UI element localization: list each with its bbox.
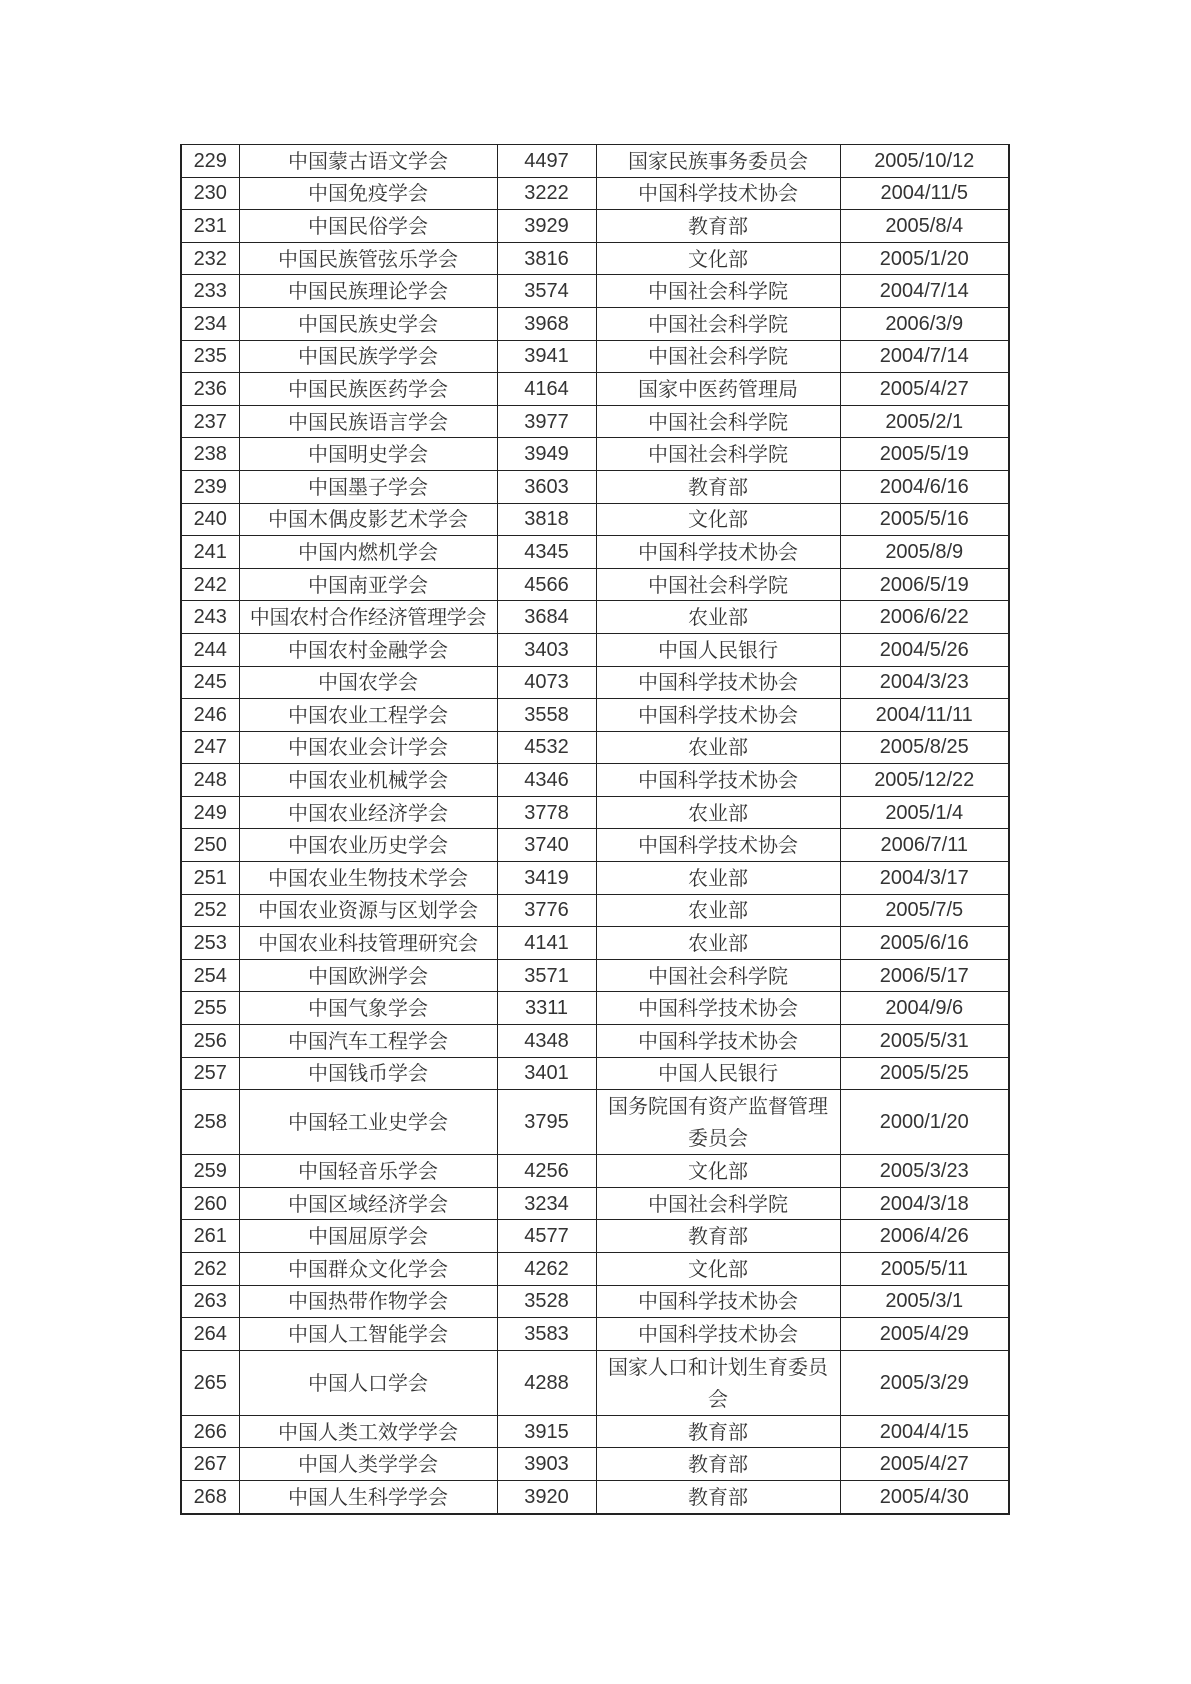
registration-code: 3977 bbox=[497, 405, 596, 438]
row-number: 265 bbox=[181, 1350, 239, 1415]
registration-date: 2004/4/15 bbox=[840, 1415, 1009, 1448]
registration-date: 2004/3/18 bbox=[840, 1187, 1009, 1220]
society-name: 中国免疫学会 bbox=[239, 177, 497, 210]
row-number: 260 bbox=[181, 1187, 239, 1220]
registration-date: 2005/3/23 bbox=[840, 1155, 1009, 1188]
registration-date: 2005/1/20 bbox=[840, 242, 1009, 275]
registration-code: 3968 bbox=[497, 307, 596, 340]
registration-date: 2006/6/22 bbox=[840, 601, 1009, 634]
society-name: 中国墨子学会 bbox=[239, 470, 497, 503]
table-row bbox=[181, 699, 1009, 732]
registration-code: 4262 bbox=[497, 1253, 596, 1286]
supervising-department: 国家中医药管理局 bbox=[596, 373, 840, 406]
society-name: 中国汽车工程学会 bbox=[239, 1025, 497, 1058]
table-row bbox=[181, 666, 1009, 699]
supervising-department: 中国社会科学院 bbox=[596, 1187, 840, 1220]
registration-code: 3915 bbox=[497, 1415, 596, 1448]
row-number: 266 bbox=[181, 1415, 239, 1448]
registration-code: 3941 bbox=[497, 340, 596, 373]
row-number: 235 bbox=[181, 340, 239, 373]
registration-code: 3776 bbox=[497, 894, 596, 927]
society-name: 中国屈原学会 bbox=[239, 1220, 497, 1253]
registration-date: 2004/7/14 bbox=[840, 275, 1009, 308]
registration-date: 2005/3/29 bbox=[840, 1350, 1009, 1415]
registration-code: 4345 bbox=[497, 536, 596, 569]
table-row bbox=[181, 862, 1009, 895]
registration-date: 2005/5/31 bbox=[840, 1025, 1009, 1058]
registration-date: 2005/8/4 bbox=[840, 210, 1009, 243]
row-number: 257 bbox=[181, 1057, 239, 1090]
table-row bbox=[181, 1025, 1009, 1058]
society-name: 中国群众文化学会 bbox=[239, 1253, 497, 1286]
row-number: 245 bbox=[181, 666, 239, 699]
registration-code: 3920 bbox=[497, 1480, 596, 1513]
society-registry-table bbox=[180, 144, 1010, 1515]
row-number: 230 bbox=[181, 177, 239, 210]
row-number: 258 bbox=[181, 1090, 239, 1155]
row-number: 268 bbox=[181, 1480, 239, 1513]
society-name: 中国人工智能学会 bbox=[239, 1318, 497, 1351]
supervising-department: 中国社会科学院 bbox=[596, 959, 840, 992]
table-row bbox=[181, 1480, 1009, 1513]
supervising-department: 农业部 bbox=[596, 731, 840, 764]
society-name: 中国轻音乐学会 bbox=[239, 1155, 497, 1188]
supervising-department: 国家民族事务委员会 bbox=[596, 145, 840, 178]
supervising-department: 中国科学技术协会 bbox=[596, 1318, 840, 1351]
supervising-department: 教育部 bbox=[596, 210, 840, 243]
table-row bbox=[181, 992, 1009, 1025]
registration-code: 3401 bbox=[497, 1057, 596, 1090]
registration-date: 2005/4/27 bbox=[840, 373, 1009, 406]
society-name: 中国民族史学会 bbox=[239, 307, 497, 340]
society-name: 中国农业机械学会 bbox=[239, 764, 497, 797]
row-number: 231 bbox=[181, 210, 239, 243]
society-name: 中国民族语言学会 bbox=[239, 405, 497, 438]
society-name: 中国区域经济学会 bbox=[239, 1187, 497, 1220]
registration-code: 4532 bbox=[497, 731, 596, 764]
supervising-department: 中国人民银行 bbox=[596, 1057, 840, 1090]
table-row bbox=[181, 601, 1009, 634]
registration-code: 3740 bbox=[497, 829, 596, 862]
table-row bbox=[181, 1090, 1009, 1155]
registration-code: 3816 bbox=[497, 242, 596, 275]
row-number: 250 bbox=[181, 829, 239, 862]
row-number: 256 bbox=[181, 1025, 239, 1058]
registration-code: 4577 bbox=[497, 1220, 596, 1253]
registration-date: 2004/7/14 bbox=[840, 340, 1009, 373]
supervising-department: 国家人口和计划生育委员会 bbox=[596, 1350, 840, 1415]
registration-code: 3778 bbox=[497, 796, 596, 829]
registration-date: 2006/5/17 bbox=[840, 959, 1009, 992]
registration-date: 2005/12/22 bbox=[840, 764, 1009, 797]
row-number: 239 bbox=[181, 470, 239, 503]
supervising-department: 中国社会科学院 bbox=[596, 340, 840, 373]
supervising-department: 中国社会科学院 bbox=[596, 405, 840, 438]
row-number: 252 bbox=[181, 894, 239, 927]
row-number: 253 bbox=[181, 927, 239, 960]
society-name: 中国农业历史学会 bbox=[239, 829, 497, 862]
registration-date: 2005/5/11 bbox=[840, 1253, 1009, 1286]
registration-date: 2005/6/16 bbox=[840, 927, 1009, 960]
table-row bbox=[181, 731, 1009, 764]
registration-code: 3222 bbox=[497, 177, 596, 210]
registration-code: 3929 bbox=[497, 210, 596, 243]
registration-code: 3528 bbox=[497, 1285, 596, 1318]
supervising-department: 教育部 bbox=[596, 1448, 840, 1481]
society-name: 中国农村金融学会 bbox=[239, 633, 497, 666]
table-row bbox=[181, 405, 1009, 438]
registration-date: 2005/10/12 bbox=[840, 145, 1009, 178]
registration-code: 3603 bbox=[497, 470, 596, 503]
registration-code: 4141 bbox=[497, 927, 596, 960]
table-row bbox=[181, 1448, 1009, 1481]
registration-date: 2005/5/19 bbox=[840, 438, 1009, 471]
table-row bbox=[181, 145, 1009, 178]
registration-date: 2005/3/1 bbox=[840, 1285, 1009, 1318]
registration-date: 2006/7/11 bbox=[840, 829, 1009, 862]
society-name: 中国蒙古语文学会 bbox=[239, 145, 497, 178]
supervising-department: 教育部 bbox=[596, 1415, 840, 1448]
supervising-department: 国务院国有资产监督管理委员会 bbox=[596, 1090, 840, 1155]
society-name: 中国民族医药学会 bbox=[239, 373, 497, 406]
society-name: 中国农业工程学会 bbox=[239, 699, 497, 732]
row-number: 241 bbox=[181, 536, 239, 569]
registration-date: 2006/4/26 bbox=[840, 1220, 1009, 1253]
table-row bbox=[181, 1155, 1009, 1188]
supervising-department: 农业部 bbox=[596, 927, 840, 960]
table-row bbox=[181, 470, 1009, 503]
registration-code: 3583 bbox=[497, 1318, 596, 1351]
table-row bbox=[181, 340, 1009, 373]
society-name: 中国民族学学会 bbox=[239, 340, 497, 373]
supervising-department: 中国科学技术协会 bbox=[596, 177, 840, 210]
supervising-department: 农业部 bbox=[596, 894, 840, 927]
registration-code: 3903 bbox=[497, 1448, 596, 1481]
society-name: 中国热带作物学会 bbox=[239, 1285, 497, 1318]
table-row bbox=[181, 633, 1009, 666]
table-row bbox=[181, 210, 1009, 243]
supervising-department: 中国社会科学院 bbox=[596, 275, 840, 308]
society-name: 中国农村合作经济管理学会 bbox=[239, 601, 497, 634]
table-row bbox=[181, 1415, 1009, 1448]
supervising-department: 中国人民银行 bbox=[596, 633, 840, 666]
table-row bbox=[181, 796, 1009, 829]
supervising-department: 中国科学技术协会 bbox=[596, 992, 840, 1025]
row-number: 244 bbox=[181, 633, 239, 666]
society-name: 中国气象学会 bbox=[239, 992, 497, 1025]
society-name: 中国民俗学会 bbox=[239, 210, 497, 243]
society-name: 中国内燃机学会 bbox=[239, 536, 497, 569]
registration-date: 2000/1/20 bbox=[840, 1090, 1009, 1155]
registration-code: 3949 bbox=[497, 438, 596, 471]
supervising-department: 教育部 bbox=[596, 1480, 840, 1513]
table-row bbox=[181, 177, 1009, 210]
table-row bbox=[181, 1350, 1009, 1415]
supervising-department: 文化部 bbox=[596, 242, 840, 275]
table-row bbox=[181, 568, 1009, 601]
row-number: 262 bbox=[181, 1253, 239, 1286]
row-number: 247 bbox=[181, 731, 239, 764]
registration-code: 4566 bbox=[497, 568, 596, 601]
society-name: 中国农业经济学会 bbox=[239, 796, 497, 829]
registration-code: 3311 bbox=[497, 992, 596, 1025]
registration-code: 3684 bbox=[497, 601, 596, 634]
society-name: 中国人类工效学学会 bbox=[239, 1415, 497, 1448]
row-number: 234 bbox=[181, 307, 239, 340]
registration-code: 4164 bbox=[497, 373, 596, 406]
society-name: 中国农学会 bbox=[239, 666, 497, 699]
supervising-department: 农业部 bbox=[596, 796, 840, 829]
supervising-department: 教育部 bbox=[596, 470, 840, 503]
supervising-department: 教育部 bbox=[596, 1220, 840, 1253]
registration-date: 2004/9/6 bbox=[840, 992, 1009, 1025]
registration-date: 2005/1/4 bbox=[840, 796, 1009, 829]
registration-date: 2005/5/16 bbox=[840, 503, 1009, 536]
table-row bbox=[181, 503, 1009, 536]
row-number: 238 bbox=[181, 438, 239, 471]
registration-date: 2005/4/27 bbox=[840, 1448, 1009, 1481]
supervising-department: 中国科学技术协会 bbox=[596, 1285, 840, 1318]
table-row bbox=[181, 894, 1009, 927]
society-name: 中国农业生物技术学会 bbox=[239, 862, 497, 895]
registration-date: 2005/5/25 bbox=[840, 1057, 1009, 1090]
table-row bbox=[181, 764, 1009, 797]
registration-date: 2005/4/29 bbox=[840, 1318, 1009, 1351]
supervising-department: 农业部 bbox=[596, 862, 840, 895]
registration-date: 2005/4/30 bbox=[840, 1480, 1009, 1513]
society-name: 中国木偶皮影艺术学会 bbox=[239, 503, 497, 536]
row-number: 261 bbox=[181, 1220, 239, 1253]
supervising-department: 中国社会科学院 bbox=[596, 568, 840, 601]
table-row bbox=[181, 275, 1009, 308]
supervising-department: 文化部 bbox=[596, 1253, 840, 1286]
row-number: 251 bbox=[181, 862, 239, 895]
supervising-department: 农业部 bbox=[596, 601, 840, 634]
supervising-department: 中国科学技术协会 bbox=[596, 1025, 840, 1058]
row-number: 236 bbox=[181, 373, 239, 406]
society-name: 中国民族管弦乐学会 bbox=[239, 242, 497, 275]
society-name: 中国轻工业史学会 bbox=[239, 1090, 497, 1155]
society-name: 中国人类学学会 bbox=[239, 1448, 497, 1481]
table-row bbox=[181, 1057, 1009, 1090]
registration-date: 2006/3/9 bbox=[840, 307, 1009, 340]
society-name: 中国人口学会 bbox=[239, 1350, 497, 1415]
society-name: 中国农业资源与区划学会 bbox=[239, 894, 497, 927]
society-name: 中国农业科技管理研究会 bbox=[239, 927, 497, 960]
supervising-department: 文化部 bbox=[596, 503, 840, 536]
supervising-department: 中国科学技术协会 bbox=[596, 764, 840, 797]
supervising-department: 中国科学技术协会 bbox=[596, 666, 840, 699]
registration-date: 2005/8/25 bbox=[840, 731, 1009, 764]
supervising-department: 中国社会科学院 bbox=[596, 307, 840, 340]
society-name: 中国钱币学会 bbox=[239, 1057, 497, 1090]
registration-code: 4073 bbox=[497, 666, 596, 699]
row-number: 242 bbox=[181, 568, 239, 601]
row-number: 233 bbox=[181, 275, 239, 308]
row-number: 259 bbox=[181, 1155, 239, 1188]
row-number: 267 bbox=[181, 1448, 239, 1481]
row-number: 246 bbox=[181, 699, 239, 732]
registration-code: 4497 bbox=[497, 145, 596, 178]
registration-code: 4288 bbox=[497, 1350, 596, 1415]
row-number: 249 bbox=[181, 796, 239, 829]
registration-code: 4346 bbox=[497, 764, 596, 797]
row-number: 240 bbox=[181, 503, 239, 536]
supervising-department: 文化部 bbox=[596, 1155, 840, 1188]
supervising-department: 中国科学技术协会 bbox=[596, 829, 840, 862]
table-row bbox=[181, 829, 1009, 862]
table-row bbox=[181, 536, 1009, 569]
supervising-department: 中国科学技术协会 bbox=[596, 536, 840, 569]
registration-code: 3574 bbox=[497, 275, 596, 308]
table-row bbox=[181, 307, 1009, 340]
society-name: 中国民族理论学会 bbox=[239, 275, 497, 308]
table-row bbox=[181, 927, 1009, 960]
table-row bbox=[181, 1253, 1009, 1286]
society-name: 中国欧洲学会 bbox=[239, 959, 497, 992]
row-number: 243 bbox=[181, 601, 239, 634]
society-name: 中国农业会计学会 bbox=[239, 731, 497, 764]
row-number: 248 bbox=[181, 764, 239, 797]
row-number: 237 bbox=[181, 405, 239, 438]
registration-code: 3818 bbox=[497, 503, 596, 536]
registration-date: 2004/11/5 bbox=[840, 177, 1009, 210]
registration-code: 3419 bbox=[497, 862, 596, 895]
row-number: 232 bbox=[181, 242, 239, 275]
registration-date: 2004/6/16 bbox=[840, 470, 1009, 503]
table-row bbox=[181, 1187, 1009, 1220]
row-number: 263 bbox=[181, 1285, 239, 1318]
table-row bbox=[181, 959, 1009, 992]
row-number: 229 bbox=[181, 145, 239, 178]
registration-code: 4348 bbox=[497, 1025, 596, 1058]
registration-date: 2004/11/11 bbox=[840, 699, 1009, 732]
registration-date: 2004/3/17 bbox=[840, 862, 1009, 895]
registration-date: 2006/5/19 bbox=[840, 568, 1009, 601]
table-row bbox=[181, 1318, 1009, 1351]
registration-date: 2005/7/5 bbox=[840, 894, 1009, 927]
table-row bbox=[181, 1285, 1009, 1318]
table-row bbox=[181, 1220, 1009, 1253]
registration-date: 2004/5/26 bbox=[840, 633, 1009, 666]
row-number: 255 bbox=[181, 992, 239, 1025]
table-row bbox=[181, 373, 1009, 406]
row-number: 254 bbox=[181, 959, 239, 992]
registration-code: 4256 bbox=[497, 1155, 596, 1188]
row-number: 264 bbox=[181, 1318, 239, 1351]
table-row bbox=[181, 438, 1009, 471]
registration-code: 3795 bbox=[497, 1090, 596, 1155]
registration-code: 3558 bbox=[497, 699, 596, 732]
registration-date: 2005/8/9 bbox=[840, 536, 1009, 569]
society-name: 中国人生科学学会 bbox=[239, 1480, 497, 1513]
registration-date: 2005/2/1 bbox=[840, 405, 1009, 438]
registration-code: 3403 bbox=[497, 633, 596, 666]
supervising-department: 中国科学技术协会 bbox=[596, 699, 840, 732]
registration-date: 2004/3/23 bbox=[840, 666, 1009, 699]
registration-code: 3234 bbox=[497, 1187, 596, 1220]
society-name: 中国明史学会 bbox=[239, 438, 497, 471]
registration-code: 3571 bbox=[497, 959, 596, 992]
table-row bbox=[181, 242, 1009, 275]
table-body bbox=[181, 145, 1009, 1514]
supervising-department: 中国社会科学院 bbox=[596, 438, 840, 471]
society-name: 中国南亚学会 bbox=[239, 568, 497, 601]
